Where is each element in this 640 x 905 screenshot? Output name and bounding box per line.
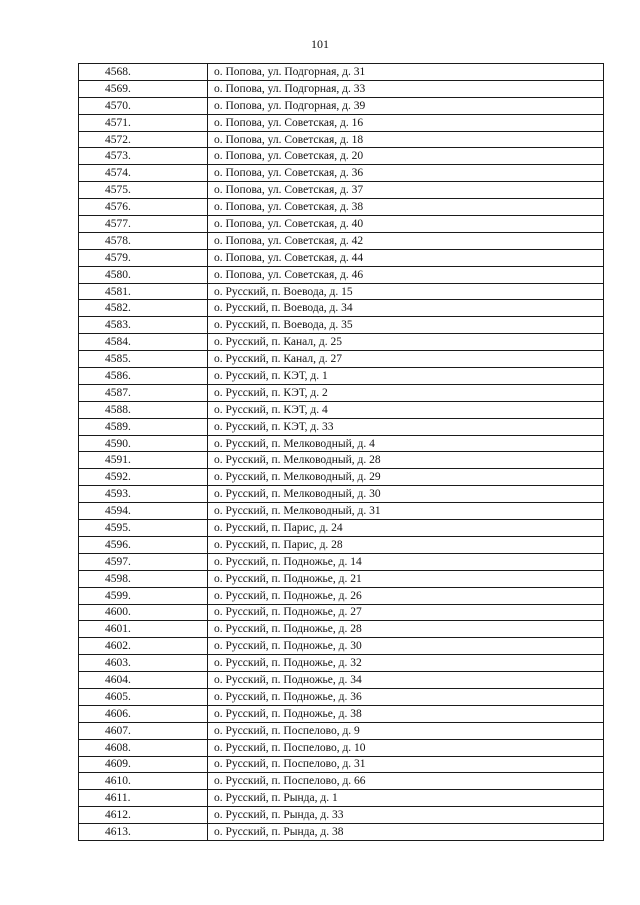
row-address: о. Русский, п. Подножье, д. 36: [208, 688, 604, 705]
row-address: о. Попова, ул. Советская, д. 36: [208, 165, 604, 182]
row-address: о. Попова, ул. Советская, д. 40: [208, 216, 604, 233]
row-address: о. Русский, п. Воевода, д. 35: [208, 317, 604, 334]
row-number: 4602.: [79, 638, 208, 655]
row-number: 4582.: [79, 300, 208, 317]
row-number: 4598.: [79, 570, 208, 587]
row-address: о. Попова, ул. Советская, д. 20: [208, 148, 604, 165]
row-address: о. Русский, п. Воевода, д. 34: [208, 300, 604, 317]
row-number: 4586.: [79, 368, 208, 385]
table-row: [79, 452, 604, 469]
row-address: о. Попова, ул. Подгорная, д. 39: [208, 97, 604, 114]
row-address: о. Русский, п. Рында, д. 33: [208, 807, 604, 824]
row-address: о. Русский, п. Парис, д. 24: [208, 520, 604, 537]
table-row: [79, 418, 604, 435]
row-number: 4576.: [79, 199, 208, 216]
row-number: 4613.: [79, 824, 208, 841]
row-address: о. Русский, п. Поспелово, д. 9: [208, 722, 604, 739]
row-address: о. Русский, п. КЭТ, д. 33: [208, 418, 604, 435]
row-address: о. Русский, п. Подножье, д. 32: [208, 655, 604, 672]
row-address: о. Попова, ул. Советская, д. 46: [208, 266, 604, 283]
row-address: о. Русский, п. КЭТ, д. 2: [208, 384, 604, 401]
table-row: [79, 604, 604, 621]
row-address: о. Русский, п. Мелководный, д. 28: [208, 452, 604, 469]
row-address: о. Русский, п. Подножье, д. 34: [208, 672, 604, 689]
row-number: 4603.: [79, 655, 208, 672]
row-address: о. Русский, п. Мелководный, д. 31: [208, 503, 604, 520]
table-row: [79, 807, 604, 824]
row-number: 4568.: [79, 64, 208, 81]
table-row: [79, 114, 604, 131]
table-row: [79, 249, 604, 266]
table-row: [79, 621, 604, 638]
table-row: [79, 182, 604, 199]
address-table: [78, 63, 604, 841]
row-address: о. Попова, ул. Советская, д. 18: [208, 131, 604, 148]
row-number: 4578.: [79, 232, 208, 249]
row-address: о. Русский, п. Подножье, д. 14: [208, 553, 604, 570]
table-row: [79, 165, 604, 182]
page-number: 101: [311, 37, 329, 51]
row-address: о. Русский, п. Подножье, д. 38: [208, 705, 604, 722]
table-row: [79, 536, 604, 553]
table-row: [79, 64, 604, 81]
table-row: [79, 672, 604, 689]
table-row: [79, 283, 604, 300]
row-address: о. Попова, ул. Советская, д. 42: [208, 232, 604, 249]
row-address: о. Русский, п. Воевода, д. 15: [208, 283, 604, 300]
row-number: 4581.: [79, 283, 208, 300]
table-row: [79, 300, 604, 317]
row-address: о. Русский, п. Рында, д. 38: [208, 824, 604, 841]
row-number: 4569.: [79, 80, 208, 97]
table-row: [79, 131, 604, 148]
row-address: о. Русский, п. Мелководный, д. 4: [208, 435, 604, 452]
row-address: о. Русский, п. Подножье, д. 28: [208, 621, 604, 638]
table-row: [79, 469, 604, 486]
row-number: 4599.: [79, 587, 208, 604]
row-number: 4573.: [79, 148, 208, 165]
table-row: [79, 351, 604, 368]
row-address: о. Русский, п. КЭТ, д. 4: [208, 401, 604, 418]
table-row: [79, 486, 604, 503]
row-number: 4587.: [79, 384, 208, 401]
table-row: [79, 503, 604, 520]
row-number: 4610.: [79, 773, 208, 790]
row-number: 4595.: [79, 520, 208, 537]
table-row: [79, 216, 604, 233]
row-number: 4580.: [79, 266, 208, 283]
row-number: 4571.: [79, 114, 208, 131]
row-number: 4609.: [79, 756, 208, 773]
table-row: [79, 232, 604, 249]
row-number: 4591.: [79, 452, 208, 469]
table-row: [79, 317, 604, 334]
row-number: 4570.: [79, 97, 208, 114]
row-number: 4588.: [79, 401, 208, 418]
row-number: 4590.: [79, 435, 208, 452]
table-row: [79, 638, 604, 655]
table-row: [79, 688, 604, 705]
table-row: [79, 199, 604, 216]
table-row: [79, 756, 604, 773]
row-address: о. Попова, ул. Советская, д. 16: [208, 114, 604, 131]
row-address: о. Попова, ул. Советская, д. 38: [208, 199, 604, 216]
row-number: 4594.: [79, 503, 208, 520]
row-number: 4600.: [79, 604, 208, 621]
row-address: о. Русский, п. Парис, д. 28: [208, 536, 604, 553]
table-row: [79, 739, 604, 756]
row-address: о. Русский, п. Поспелово, д. 31: [208, 756, 604, 773]
table-row: [79, 824, 604, 841]
row-address: о. Русский, п. Подножье, д. 26: [208, 587, 604, 604]
row-address: о. Русский, п. Подножье, д. 21: [208, 570, 604, 587]
row-number: 4608.: [79, 739, 208, 756]
row-number: 4611.: [79, 790, 208, 807]
table-row: [79, 773, 604, 790]
table-row: [79, 722, 604, 739]
row-number: 4574.: [79, 165, 208, 182]
table-row: [79, 334, 604, 351]
row-number: 4579.: [79, 249, 208, 266]
table-row: [79, 570, 604, 587]
row-number: 4607.: [79, 722, 208, 739]
row-number: 4605.: [79, 688, 208, 705]
row-address: о. Попова, ул. Советская, д. 37: [208, 182, 604, 199]
row-address: о. Попова, ул. Советская, д. 44: [208, 249, 604, 266]
row-address: о. Русский, п. Рында, д. 1: [208, 790, 604, 807]
row-number: 4596.: [79, 536, 208, 553]
row-number: 4577.: [79, 216, 208, 233]
row-number: 4572.: [79, 131, 208, 148]
row-number: 4604.: [79, 672, 208, 689]
row-number: 4612.: [79, 807, 208, 824]
table-row: [79, 705, 604, 722]
table-row: [79, 384, 604, 401]
row-number: 4585.: [79, 351, 208, 368]
row-address: о. Русский, п. Канал, д. 25: [208, 334, 604, 351]
row-number: 4592.: [79, 469, 208, 486]
table-row: [79, 435, 604, 452]
table-row: [79, 148, 604, 165]
row-number: 4584.: [79, 334, 208, 351]
row-number: 4589.: [79, 418, 208, 435]
table-row: [79, 266, 604, 283]
table-row: [79, 587, 604, 604]
row-address: о. Русский, п. Подножье, д. 30: [208, 638, 604, 655]
table-row: [79, 553, 604, 570]
table-row: [79, 80, 604, 97]
row-number: 4606.: [79, 705, 208, 722]
row-address: о. Русский, п. Мелководный, д. 30: [208, 486, 604, 503]
row-address: о. Попова, ул. Подгорная, д. 31: [208, 64, 604, 81]
row-address: о. Русский, п. Подножье, д. 27: [208, 604, 604, 621]
row-number: 4597.: [79, 553, 208, 570]
row-address: о. Русский, п. КЭТ, д. 1: [208, 368, 604, 385]
table-row: [79, 97, 604, 114]
row-number: 4601.: [79, 621, 208, 638]
row-address: о. Попова, ул. Подгорная, д. 33: [208, 80, 604, 97]
table-row: [79, 790, 604, 807]
row-address: о. Русский, п. Мелководный, д. 29: [208, 469, 604, 486]
row-number: 4593.: [79, 486, 208, 503]
row-number: 4575.: [79, 182, 208, 199]
table-row: [79, 401, 604, 418]
row-address: о. Русский, п. Поспелово, д. 10: [208, 739, 604, 756]
address-table-body: [79, 64, 604, 841]
row-number: 4583.: [79, 317, 208, 334]
table-row: [79, 520, 604, 537]
table-row: [79, 368, 604, 385]
table-row: [79, 655, 604, 672]
row-address: о. Русский, п. Поспелово, д. 66: [208, 773, 604, 790]
row-address: о. Русский, п. Канал, д. 27: [208, 351, 604, 368]
